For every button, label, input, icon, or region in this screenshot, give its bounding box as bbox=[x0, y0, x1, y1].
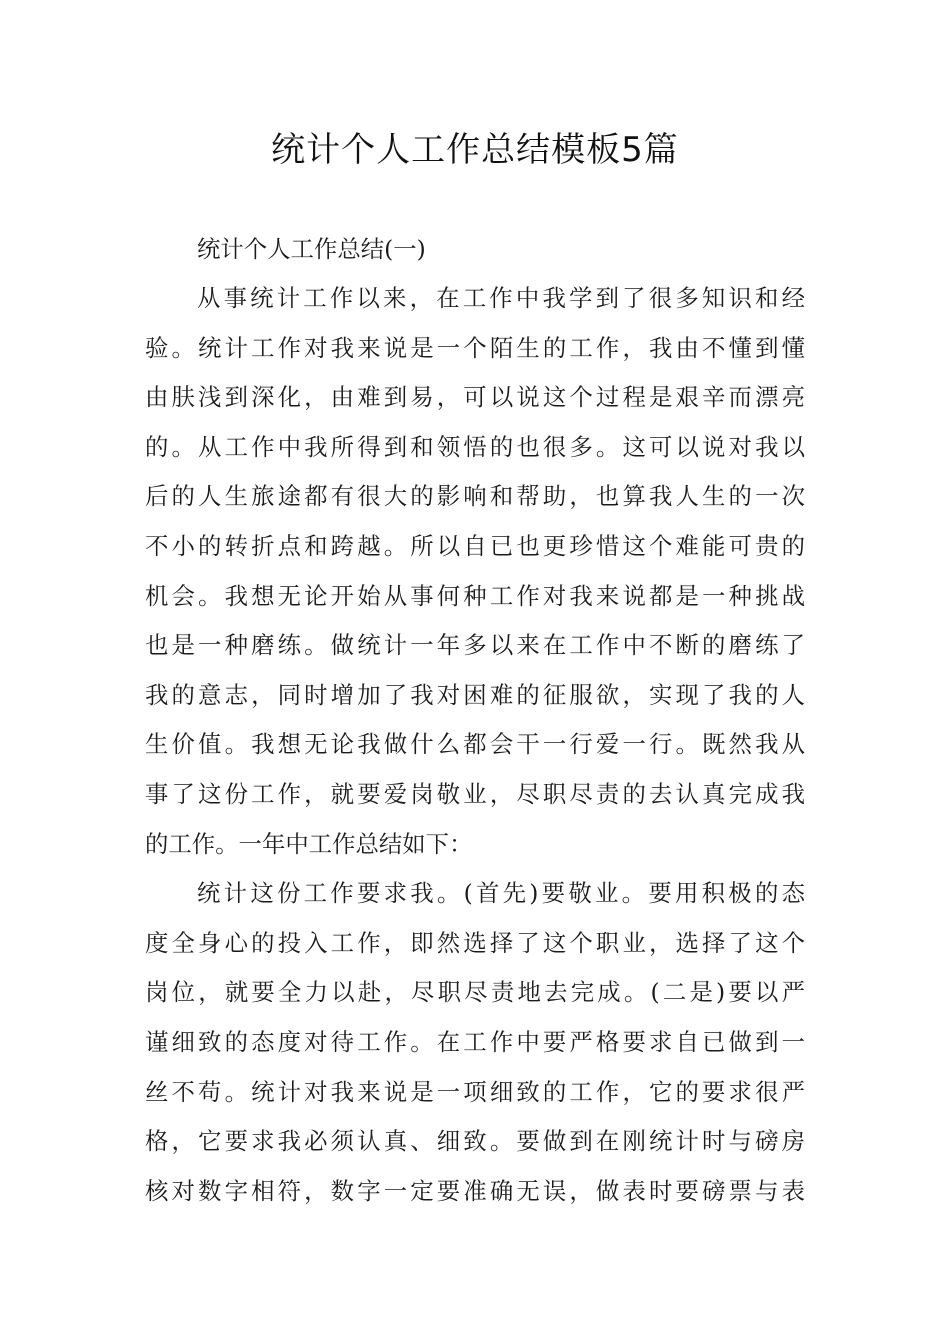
text-line: 谨细致的态度对待工作。在工作中要严格要求自已做到一 bbox=[145, 1027, 805, 1056]
text-line: 丝不苟。统计对我来说是一项细致的工作，它的要求很严 bbox=[145, 1077, 805, 1106]
text-line: 由肤浅到深化，由难到易，可以说这个过程是艰辛而漂亮 bbox=[145, 383, 805, 412]
text-line: 不小的转折点和跨越。所以自已也更珍惜这个难能可贵的 bbox=[145, 531, 805, 560]
text-line: 核对数字相符，数字一定要准确无误，做表时要磅票与表 bbox=[145, 1176, 805, 1205]
section-heading: 统计个人工作总结(一) bbox=[197, 235, 426, 263]
document-title: 统计个人工作总结模板5篇 bbox=[271, 130, 679, 170]
text-line: 从事统计工作以来，在工作中我学到了很多知识和经 bbox=[197, 284, 805, 312]
text-line: 的工作。一年中工作总结如下： bbox=[145, 829, 473, 858]
text-line: 生价值。我想无论我做什么都会干一行爱一行。既然我从 bbox=[145, 730, 805, 759]
text-line: 度全身心的投入工作，即然选择了这个职业，选择了这个 bbox=[145, 928, 805, 957]
text-line: 事了这份工作，就要爱岗敬业，尽职尽责的去认真完成我 bbox=[145, 779, 805, 808]
text-line: 后的人生旅途都有很大的影响和帮助，也算我人生的一次 bbox=[145, 482, 805, 511]
text-line: 统计这份工作要求我。(首先)要敬业。要用积极的态 bbox=[197, 879, 805, 908]
text-line: 的。从工作中我所得到和领悟的也很多。这可以说对我以 bbox=[145, 432, 805, 461]
text-line: 岗位，就要全力以赴，尽职尽责地去完成。(二是)要以严 bbox=[145, 978, 805, 1007]
paragraph-1 bbox=[145, 274, 805, 869]
paragraph-2 bbox=[145, 869, 805, 1216]
text-line: 我的意志，同时增加了我对困难的征服欲，实现了我的人 bbox=[145, 680, 805, 709]
text-line: 验。统计工作对我来说是一个陌生的工作，我由不懂到懂 bbox=[145, 333, 805, 362]
text-line: 格，它要求我必须认真、细致。要做到在刚统计时与磅房 bbox=[145, 1127, 805, 1156]
document-body bbox=[145, 224, 805, 1216]
text-line: 机会。我想无论开始从事何种工作对我来说都是一种挑战 bbox=[145, 581, 805, 610]
text-line: 也是一种磨练。做统计一年多以来在工作中不断的磨练了 bbox=[145, 631, 805, 660]
